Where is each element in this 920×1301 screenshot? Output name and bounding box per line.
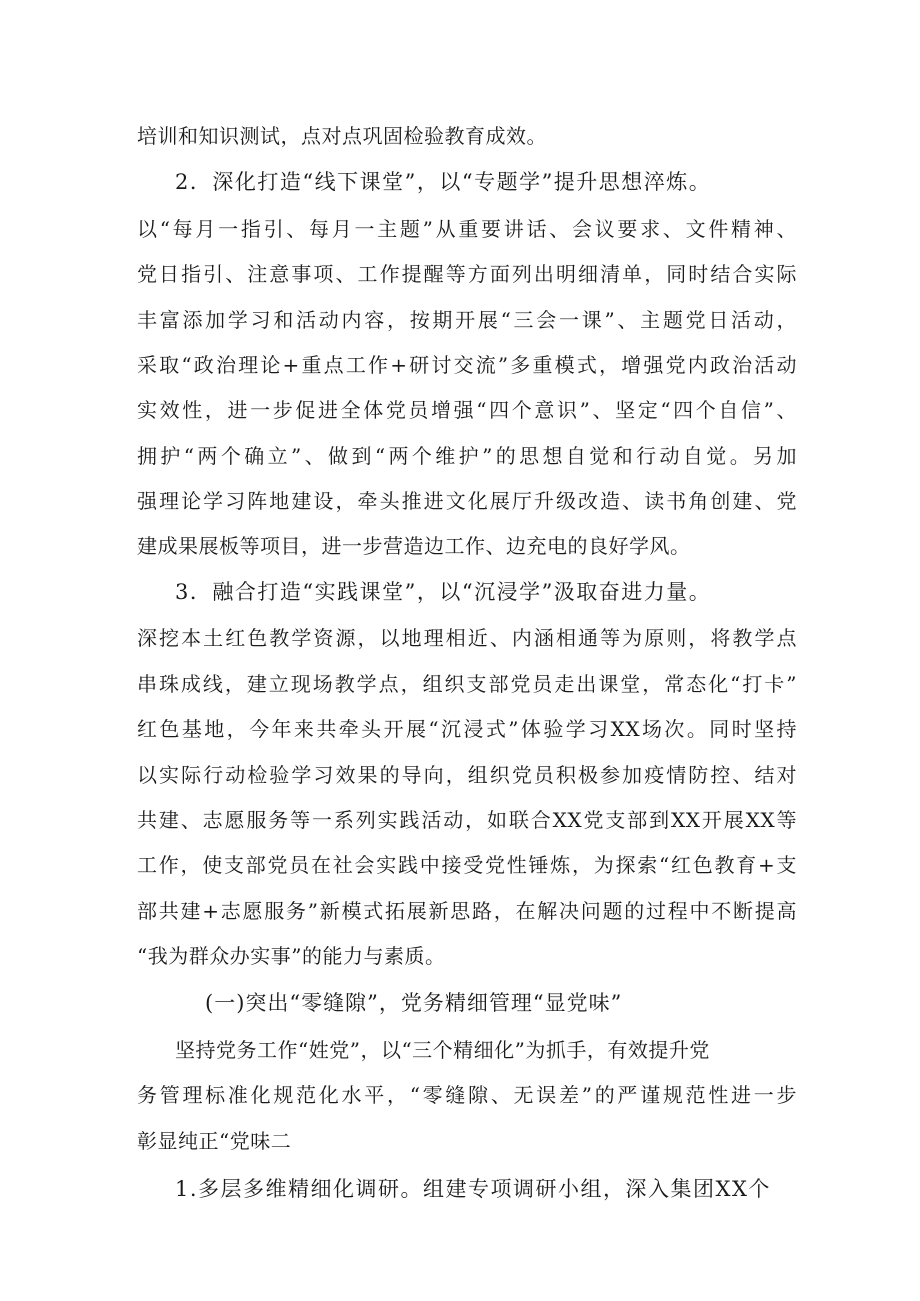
paragraph-line: 部共建+志愿服务”新模式拓展新思路，在解决问题的过程中不断提高 bbox=[137, 899, 797, 923]
paragraph-line: 以“每月一指引、每月一主题”从重要讲话、会议要求、文件精神、 bbox=[137, 217, 797, 241]
paragraph-line: 共建、志愿服务等一系列实践活动，如联合XX党支部到XX开展XX等 bbox=[137, 808, 797, 832]
paragraph-line: 彰显纯正“党味二 bbox=[137, 1129, 292, 1153]
paragraph-line: 以实际行动检验学习效果的导向，组织党员积极参加疫情防控、结对 bbox=[137, 763, 797, 787]
subheading-3: 3．融合打造“实践课堂”，以“沉浸学”汲取奋进力量。 bbox=[175, 580, 712, 604]
paragraph-line: “我为群众办实事”的能力与素质。 bbox=[137, 944, 446, 968]
paragraph-line: 坚持党务工作“姓党”，以“三个精细化”为抓手，有效提升党 bbox=[175, 1038, 710, 1062]
paragraph-line: 采取“政治理论+重点工作+研讨交流”多重模式，增强党内政治活动 bbox=[137, 353, 797, 377]
paragraph-line: 红色基地，今年来共牵头开展“沉浸式”体验学习XX场次。同时坚持 bbox=[137, 717, 797, 741]
paragraph-line: 串珠成线，建立现场教学点，组织支部党员走出课堂，常态化“打卡” bbox=[137, 672, 797, 696]
subheading-2: 2．深化打造“线下课堂”，以“专题学”提升思想淬炼。 bbox=[175, 170, 712, 194]
paragraph-line: 党日指引、注意事项、工作提醒等方面列出明细清单，同时结合实际 bbox=[137, 262, 797, 286]
paragraph-line: 强理论学习阵地建设，牵头推进文化展厅升级改造、读书角创建、党 bbox=[137, 489, 797, 513]
paragraph-line: 丰富添加学习和活动内容，按期开展“三会一课”、主题党日活动， bbox=[137, 308, 797, 332]
paragraph-line: 建成果展板等项目，进一步营造边工作、边充电的良好学风。 bbox=[137, 534, 691, 558]
paragraph-line: 培训和知识测试，点对点巩固检验教育成效。 bbox=[137, 124, 547, 148]
paragraph-line: 工作，使支部党员在社会实践中接受党性锤炼，为探索“红色教育+支 bbox=[137, 853, 797, 877]
subheading-1: 1.多层多维精细化调研。组建专项调研小组，深入集团XX个 bbox=[175, 1177, 771, 1201]
section-heading: (一)突出“零缝隙”，党务精细管理“显党味” bbox=[205, 991, 623, 1015]
paragraph-line: 拥护“两个确立”、做到“两个维护”的思想自觉和行动自觉。另加 bbox=[137, 444, 797, 468]
paragraph-line: 深挖本土红色教学资源，以地理相近、内涵相通等为原则，将教学点 bbox=[137, 626, 797, 650]
paragraph-line: 实效性，进一步促进全体党员增强“四个意识”、坚定“四个自信”、 bbox=[137, 398, 797, 422]
paragraph-line: 务管理标准化规范化水平，“零缝隙、无误差”的严谨规范性进一步 bbox=[137, 1083, 797, 1107]
